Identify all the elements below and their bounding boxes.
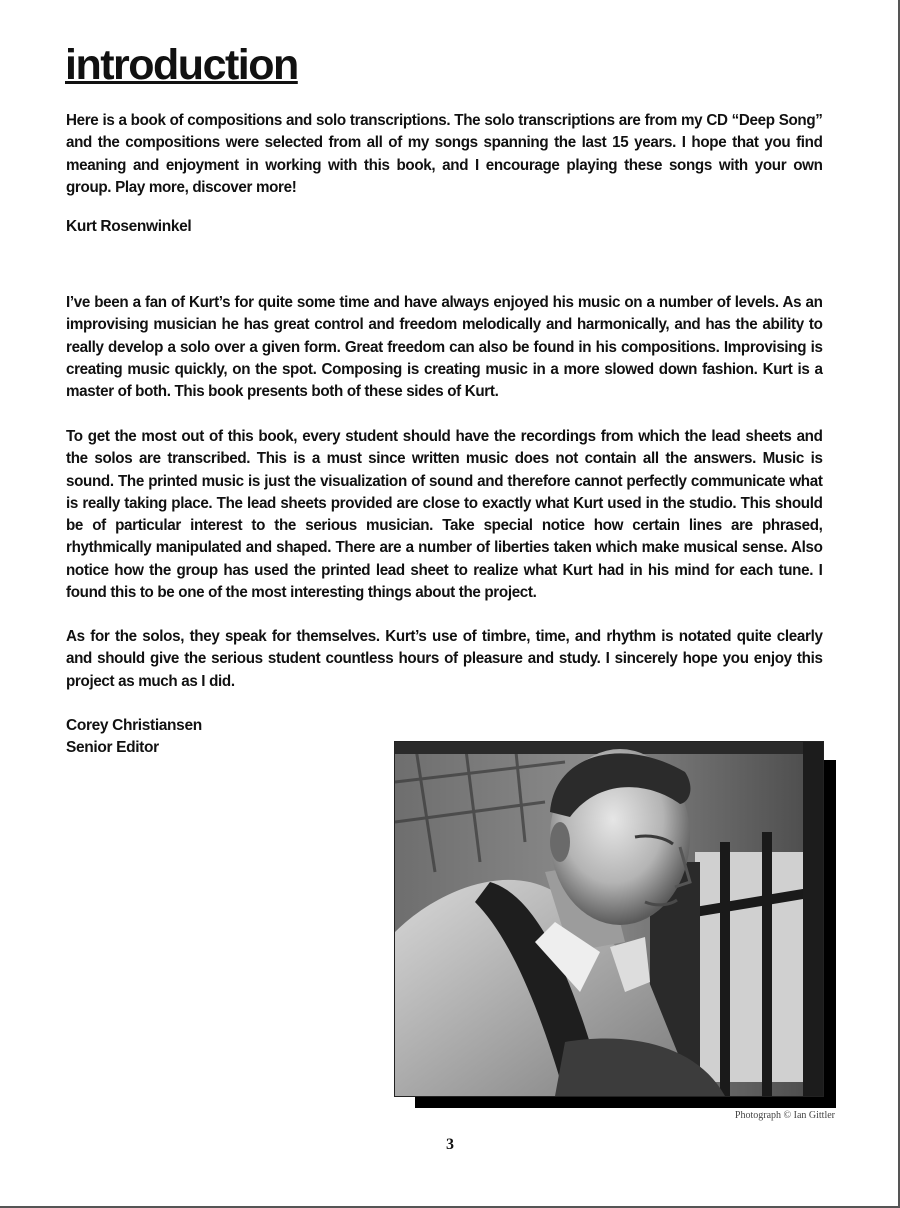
page-number: 3: [446, 1136, 454, 1153]
editor-paragraph-2: To get the most out of this book, every student should have the recordings from which the lead sheets and the solos are transcribed. This is a must since written music does not contain all the answers. Music is sound. The printed music is just the visualization of sound and therefore cannot perfectly communicate what is really taking place. The lead sheets provided are close to exactly what Kurt used in the studio. This should be of particular interest to the serious musician. Take special notice how certain lines are phrased, rhythmically manipulated and shaped. There are a number of liberties taken which make musical sense. Also notice how the group has used the printed lead sheet to realize what Kurt had in his mind for each tune. I found this to be one of the most interesting things about the project.: [66, 428, 823, 602]
musician-photo: [394, 741, 824, 1097]
page-title: introduction: [65, 41, 298, 89]
editor-paragraph-3: As for the solos, they speak for themselves. Kurt’s use of timbre, time, and rhythm is notated quite clearly and should give the serious student countless hours of pleasure and study. I sincerely hope you enjoy this project as much as I did.: [66, 628, 823, 690]
intro-paragraph: Here is a book of compositions and solo transcriptions. The solo transcriptions are from my CD “Deep Song” and the compositions were selected from all of my songs spanning the last 15 years. I hope that you find meaning and enjoyment in working with this book, and I encourage playing these songs with your own group. Play more, discover more!: [66, 112, 823, 196]
musician-photo-illustration: [395, 742, 823, 1096]
photo-credit: Photograph © Ian Gittler: [734, 1110, 835, 1121]
editor-name: Corey Christiansen: [66, 717, 202, 734]
editor-paragraph-1: I’ve been a fan of Kurt’s for quite some time and have always enjoyed his music on a number of levels. As an improvising musician he has great control and freedom melodically and harmonically, and has the ability to really develop a solo over a given form. Great freedom can also be found in his compositions. Improvising is creating music quickly, on the spot. Composing is creating music in a more slowed down fashion. Kurt is a master of both. This book presents both of these sides of Kurt.: [66, 294, 823, 401]
editor-role: Senior Editor: [66, 739, 159, 756]
author-signature: Kurt Rosenwinkel: [66, 218, 192, 235]
